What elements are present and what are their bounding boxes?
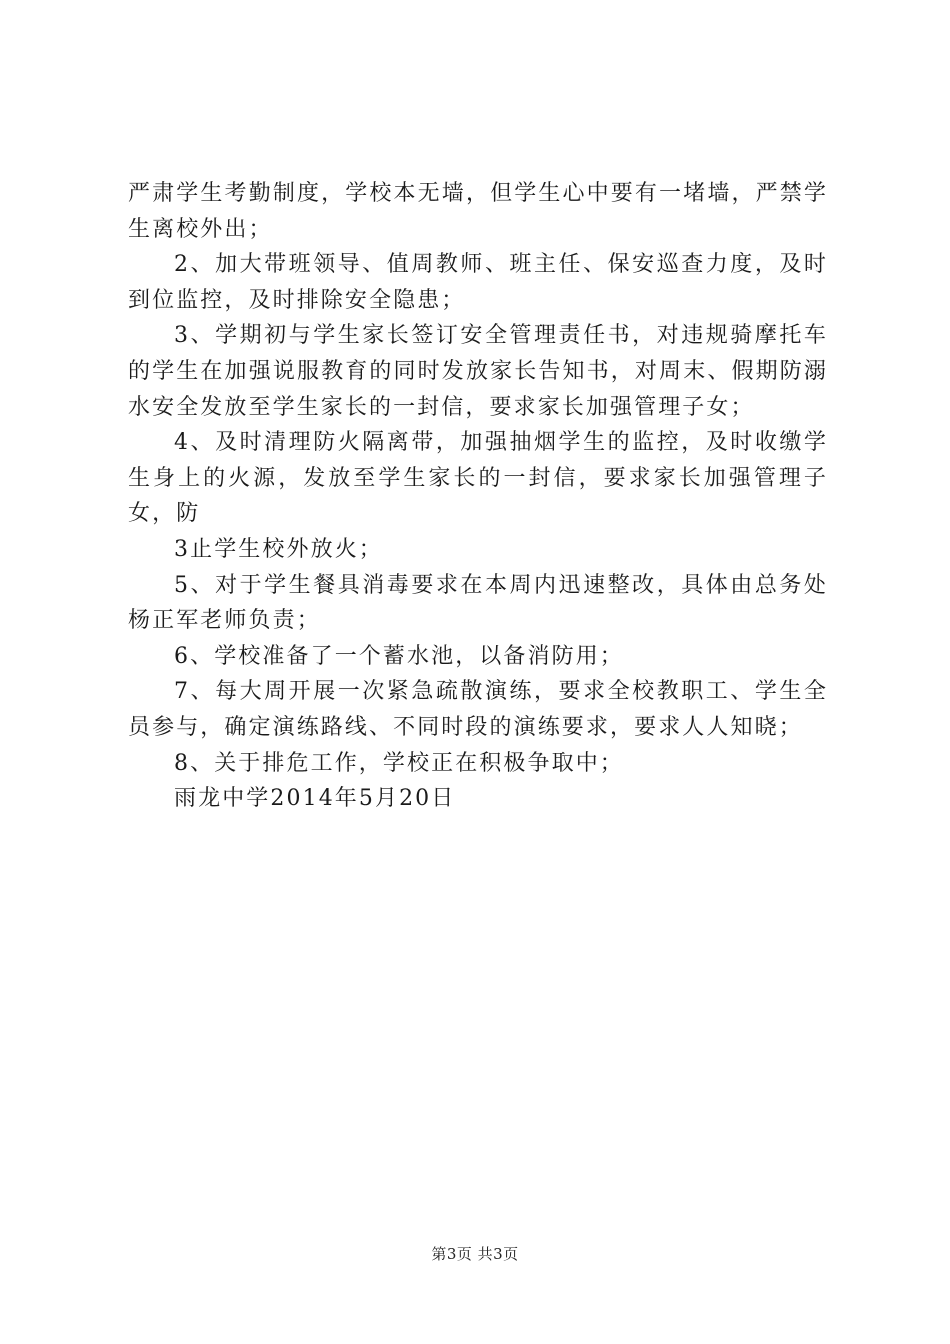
paragraph-item-2: 2、加大带班领导、值周教师、班主任、保安巡查力度，及时到位监控，及时排除安全隐患； <box>128 252 828 313</box>
document-body <box>128 176 828 817</box>
paragraph-item-5: 5、对于学生餐具消毒要求在本周内迅速整改，具体由总务处杨正军老师负责； <box>128 572 828 634</box>
page-number-footer: 第3页 共3页 <box>431 1245 519 1263</box>
paragraph-item-7: 7、每大周开展一次紧急疏散演练，要求全校教职工、学生全员参与，确定演练路线、不同时段的演练要求，要求人人知晓； <box>128 679 828 740</box>
signature-date: 雨龙中学2014年5月20日 <box>174 786 456 812</box>
paragraph-item-3: 3、学期初与学生家长签订安全管理责任书，对违规骑摩托车的学生在加强说服教育的同时发放家长告知书，对周末、假期防溺水安全发放至学生家长的一封信，要求家长加强管理子女； <box>128 323 828 420</box>
paragraph-item-4-continued: 3止学生校外放火； <box>174 536 383 562</box>
paragraph-attendance: 严肃学生考勤制度，学校本无墙，但学生心中要有一堵墙，严禁学生离校外出； <box>128 181 828 242</box>
paragraph-item-6: 6、学校准备了一个蓄水池，以备消防用； <box>174 643 624 669</box>
paragraph-item-4: 4、及时清理防火隔离带，加强抽烟学生的监控，及时收缴学生身上的火源，发放至学生家长的一封信，要求家长加强管理子女，防 <box>128 430 828 527</box>
paragraph-item-8: 8、关于排危工作，学校正在积极争取中； <box>174 750 624 776</box>
